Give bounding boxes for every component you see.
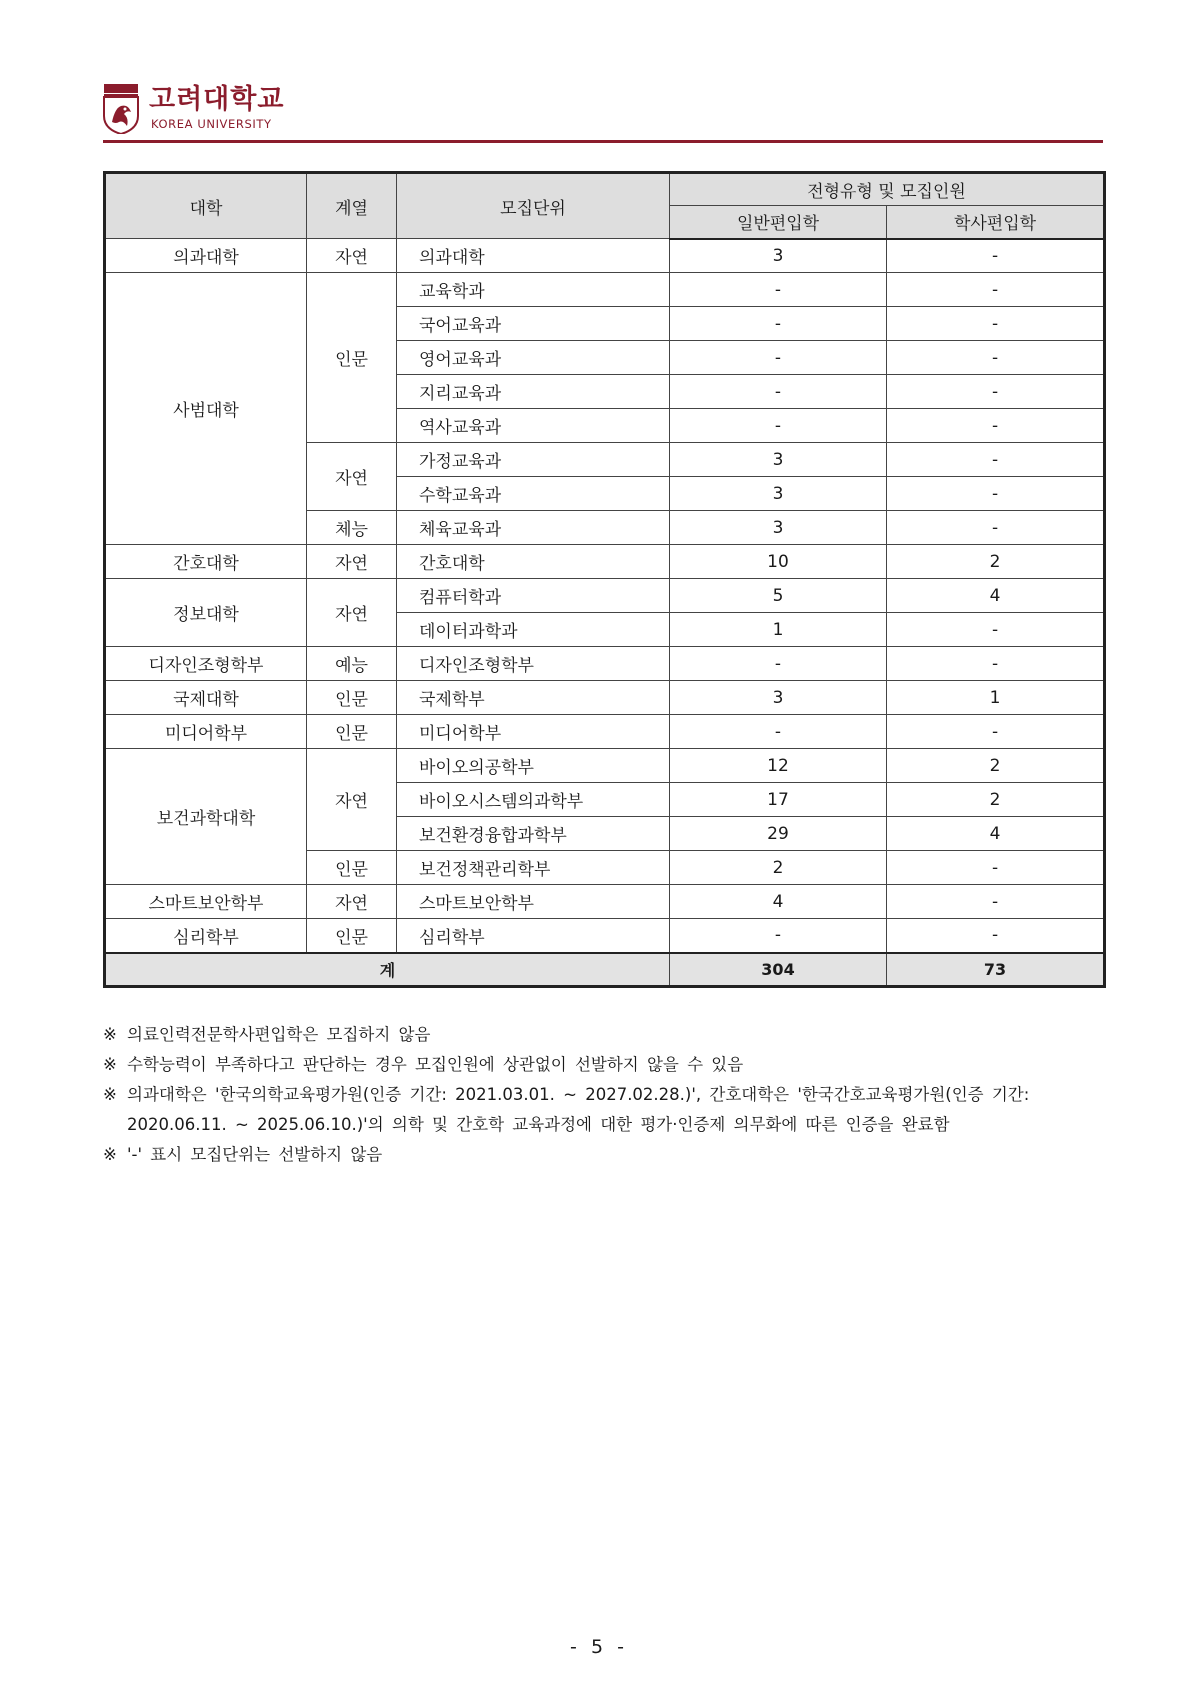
bachelor-cell: 4 bbox=[887, 579, 1105, 613]
table-row bbox=[105, 681, 1105, 715]
table-row bbox=[105, 749, 1105, 783]
footnotes bbox=[103, 1020, 1113, 1170]
track-cell: 자연 bbox=[307, 885, 397, 919]
logo-korean-text: 고려대학교 bbox=[149, 84, 285, 115]
footnote bbox=[103, 1080, 1113, 1140]
note-mark: ※ bbox=[103, 1085, 117, 1104]
general-cell: 3 bbox=[670, 681, 887, 715]
general-cell: 3 bbox=[670, 477, 887, 511]
table-row bbox=[105, 273, 1105, 307]
footnote bbox=[103, 1020, 1113, 1050]
total-bachelor: 73 bbox=[887, 953, 1105, 987]
unit-cell: 체육교육과 bbox=[397, 511, 670, 545]
header-general-transfer: 일반편입학 bbox=[670, 206, 887, 239]
header-bachelor-transfer: 학사편입학 bbox=[887, 206, 1105, 239]
college-cell: 보건과학대학 bbox=[105, 749, 307, 885]
unit-cell: 바이오시스템의과학부 bbox=[397, 783, 670, 817]
general-cell: - bbox=[670, 375, 887, 409]
unit-cell: 국어교육과 bbox=[397, 307, 670, 341]
general-cell: 12 bbox=[670, 749, 887, 783]
footnote-text: 의료인력전문학사편입학은 모집하지 않음 bbox=[127, 1025, 431, 1044]
bachelor-cell: 1 bbox=[887, 681, 1105, 715]
bachelor-cell: - bbox=[887, 443, 1105, 477]
unit-cell: 역사교육과 bbox=[397, 409, 670, 443]
unit-cell: 심리학부 bbox=[397, 919, 670, 953]
unit-cell: 가정교육과 bbox=[397, 443, 670, 477]
general-cell: 3 bbox=[670, 511, 887, 545]
college-cell: 스마트보안학부 bbox=[105, 885, 307, 919]
table-row bbox=[105, 579, 1105, 613]
unit-cell: 보건환경융합과학부 bbox=[397, 817, 670, 851]
unit-cell: 간호대학 bbox=[397, 545, 670, 579]
unit-cell: 영어교육과 bbox=[397, 341, 670, 375]
track-cell: 예능 bbox=[307, 647, 397, 681]
general-cell: 4 bbox=[670, 885, 887, 919]
college-cell: 디자인조형학부 bbox=[105, 647, 307, 681]
track-cell: 체능 bbox=[307, 511, 397, 545]
header-divider bbox=[103, 140, 1103, 143]
general-cell: 29 bbox=[670, 817, 887, 851]
general-cell: 1 bbox=[670, 613, 887, 647]
unit-cell: 의과대학 bbox=[397, 239, 670, 273]
college-cell: 간호대학 bbox=[105, 545, 307, 579]
general-cell: - bbox=[670, 919, 887, 953]
college-cell: 미디어학부 bbox=[105, 715, 307, 749]
unit-cell: 보건정책관리학부 bbox=[397, 851, 670, 885]
bachelor-cell: - bbox=[887, 715, 1105, 749]
college-cell: 의과대학 bbox=[105, 239, 307, 273]
general-cell: 2 bbox=[670, 851, 887, 885]
track-cell: 인문 bbox=[307, 273, 397, 443]
general-cell: 10 bbox=[670, 545, 887, 579]
track-cell: 자연 bbox=[307, 579, 397, 647]
general-cell: - bbox=[670, 715, 887, 749]
note-mark: ※ bbox=[103, 1145, 117, 1164]
bachelor-cell: - bbox=[887, 851, 1105, 885]
bachelor-cell: - bbox=[887, 477, 1105, 511]
total-label: 계 bbox=[105, 953, 670, 987]
general-cell: - bbox=[670, 341, 887, 375]
general-cell: 5 bbox=[670, 579, 887, 613]
footnote bbox=[103, 1050, 1113, 1080]
general-cell: - bbox=[670, 409, 887, 443]
university-emblem-icon bbox=[103, 84, 139, 134]
bachelor-cell: 2 bbox=[887, 783, 1105, 817]
header-admission-type: 전형유형 및 모집인원 bbox=[670, 173, 1105, 206]
footnote-text: '-' 표시 모집단위는 선발하지 않음 bbox=[127, 1145, 383, 1164]
general-cell: 17 bbox=[670, 783, 887, 817]
header-unit: 모집단위 bbox=[397, 173, 670, 239]
track-cell: 자연 bbox=[307, 749, 397, 851]
bachelor-cell: - bbox=[887, 409, 1105, 443]
unit-cell: 수학교육과 bbox=[397, 477, 670, 511]
unit-cell: 미디어학부 bbox=[397, 715, 670, 749]
unit-cell: 데이터과학과 bbox=[397, 613, 670, 647]
total-general: 304 bbox=[670, 953, 887, 987]
header-college: 대학 bbox=[105, 173, 307, 239]
total-row bbox=[105, 953, 1105, 987]
bachelor-cell: - bbox=[887, 307, 1105, 341]
college-cell: 국제대학 bbox=[105, 681, 307, 715]
unit-cell: 지리교육과 bbox=[397, 375, 670, 409]
page-number: - 5 - bbox=[570, 1636, 628, 1658]
university-logo bbox=[103, 84, 303, 140]
college-cell: 정보대학 bbox=[105, 579, 307, 647]
track-cell: 인문 bbox=[307, 715, 397, 749]
general-cell: - bbox=[670, 273, 887, 307]
table-row bbox=[105, 239, 1105, 273]
track-cell: 자연 bbox=[307, 239, 397, 273]
table-row bbox=[105, 885, 1105, 919]
college-cell: 심리학부 bbox=[105, 919, 307, 953]
bachelor-cell: 4 bbox=[887, 817, 1105, 851]
footnote bbox=[103, 1140, 1113, 1170]
table-row bbox=[105, 919, 1105, 953]
bachelor-cell: - bbox=[887, 647, 1105, 681]
unit-cell: 스마트보안학부 bbox=[397, 885, 670, 919]
admission-quota-table bbox=[103, 171, 1106, 988]
unit-cell: 국제학부 bbox=[397, 681, 670, 715]
track-cell: 인문 bbox=[307, 851, 397, 885]
bachelor-cell: - bbox=[887, 613, 1105, 647]
note-mark: ※ bbox=[103, 1055, 117, 1074]
general-cell: 3 bbox=[670, 443, 887, 477]
bachelor-cell: - bbox=[887, 239, 1105, 273]
table-row bbox=[105, 545, 1105, 579]
track-cell: 인문 bbox=[307, 681, 397, 715]
track-cell: 인문 bbox=[307, 919, 397, 953]
track-cell: 자연 bbox=[307, 443, 397, 511]
unit-cell: 컴퓨터학과 bbox=[397, 579, 670, 613]
header-track: 계열 bbox=[307, 173, 397, 239]
unit-cell: 바이오의공학부 bbox=[397, 749, 670, 783]
table-row bbox=[105, 647, 1105, 681]
general-cell: - bbox=[670, 307, 887, 341]
unit-cell: 교육학과 bbox=[397, 273, 670, 307]
bachelor-cell: - bbox=[887, 919, 1105, 953]
bachelor-cell: - bbox=[887, 511, 1105, 545]
bachelor-cell: 2 bbox=[887, 545, 1105, 579]
footnote-text: 수학능력이 부족하다고 판단하는 경우 모집인원에 상관없이 선발하지 않을 수 있음 bbox=[127, 1055, 744, 1074]
college-cell: 사범대학 bbox=[105, 273, 307, 545]
logo-english-text: KOREA UNIVERSITY bbox=[151, 117, 272, 131]
bachelor-cell: - bbox=[887, 375, 1105, 409]
bachelor-cell: 2 bbox=[887, 749, 1105, 783]
footnote-text: 의과대학은 '한국의학교육평가원(인증 기간: 2021.03.01. ~ 2027.02.28.)', 간호대학은 '한국간호교육평가원(인증 기간: 2020.06.11. ~ 2025.06.10.)'의 의학 및 간호학 교육과정에 대한 평가·인증제 의무화에 따른 인증을 완료함 bbox=[127, 1085, 1030, 1134]
bachelor-cell: - bbox=[887, 341, 1105, 375]
general-cell: - bbox=[670, 647, 887, 681]
bachelor-cell: - bbox=[887, 273, 1105, 307]
table-row bbox=[105, 715, 1105, 749]
general-cell: 3 bbox=[670, 239, 887, 273]
track-cell: 자연 bbox=[307, 545, 397, 579]
unit-cell: 디자인조형학부 bbox=[397, 647, 670, 681]
bachelor-cell: - bbox=[887, 885, 1105, 919]
note-mark: ※ bbox=[103, 1025, 117, 1044]
